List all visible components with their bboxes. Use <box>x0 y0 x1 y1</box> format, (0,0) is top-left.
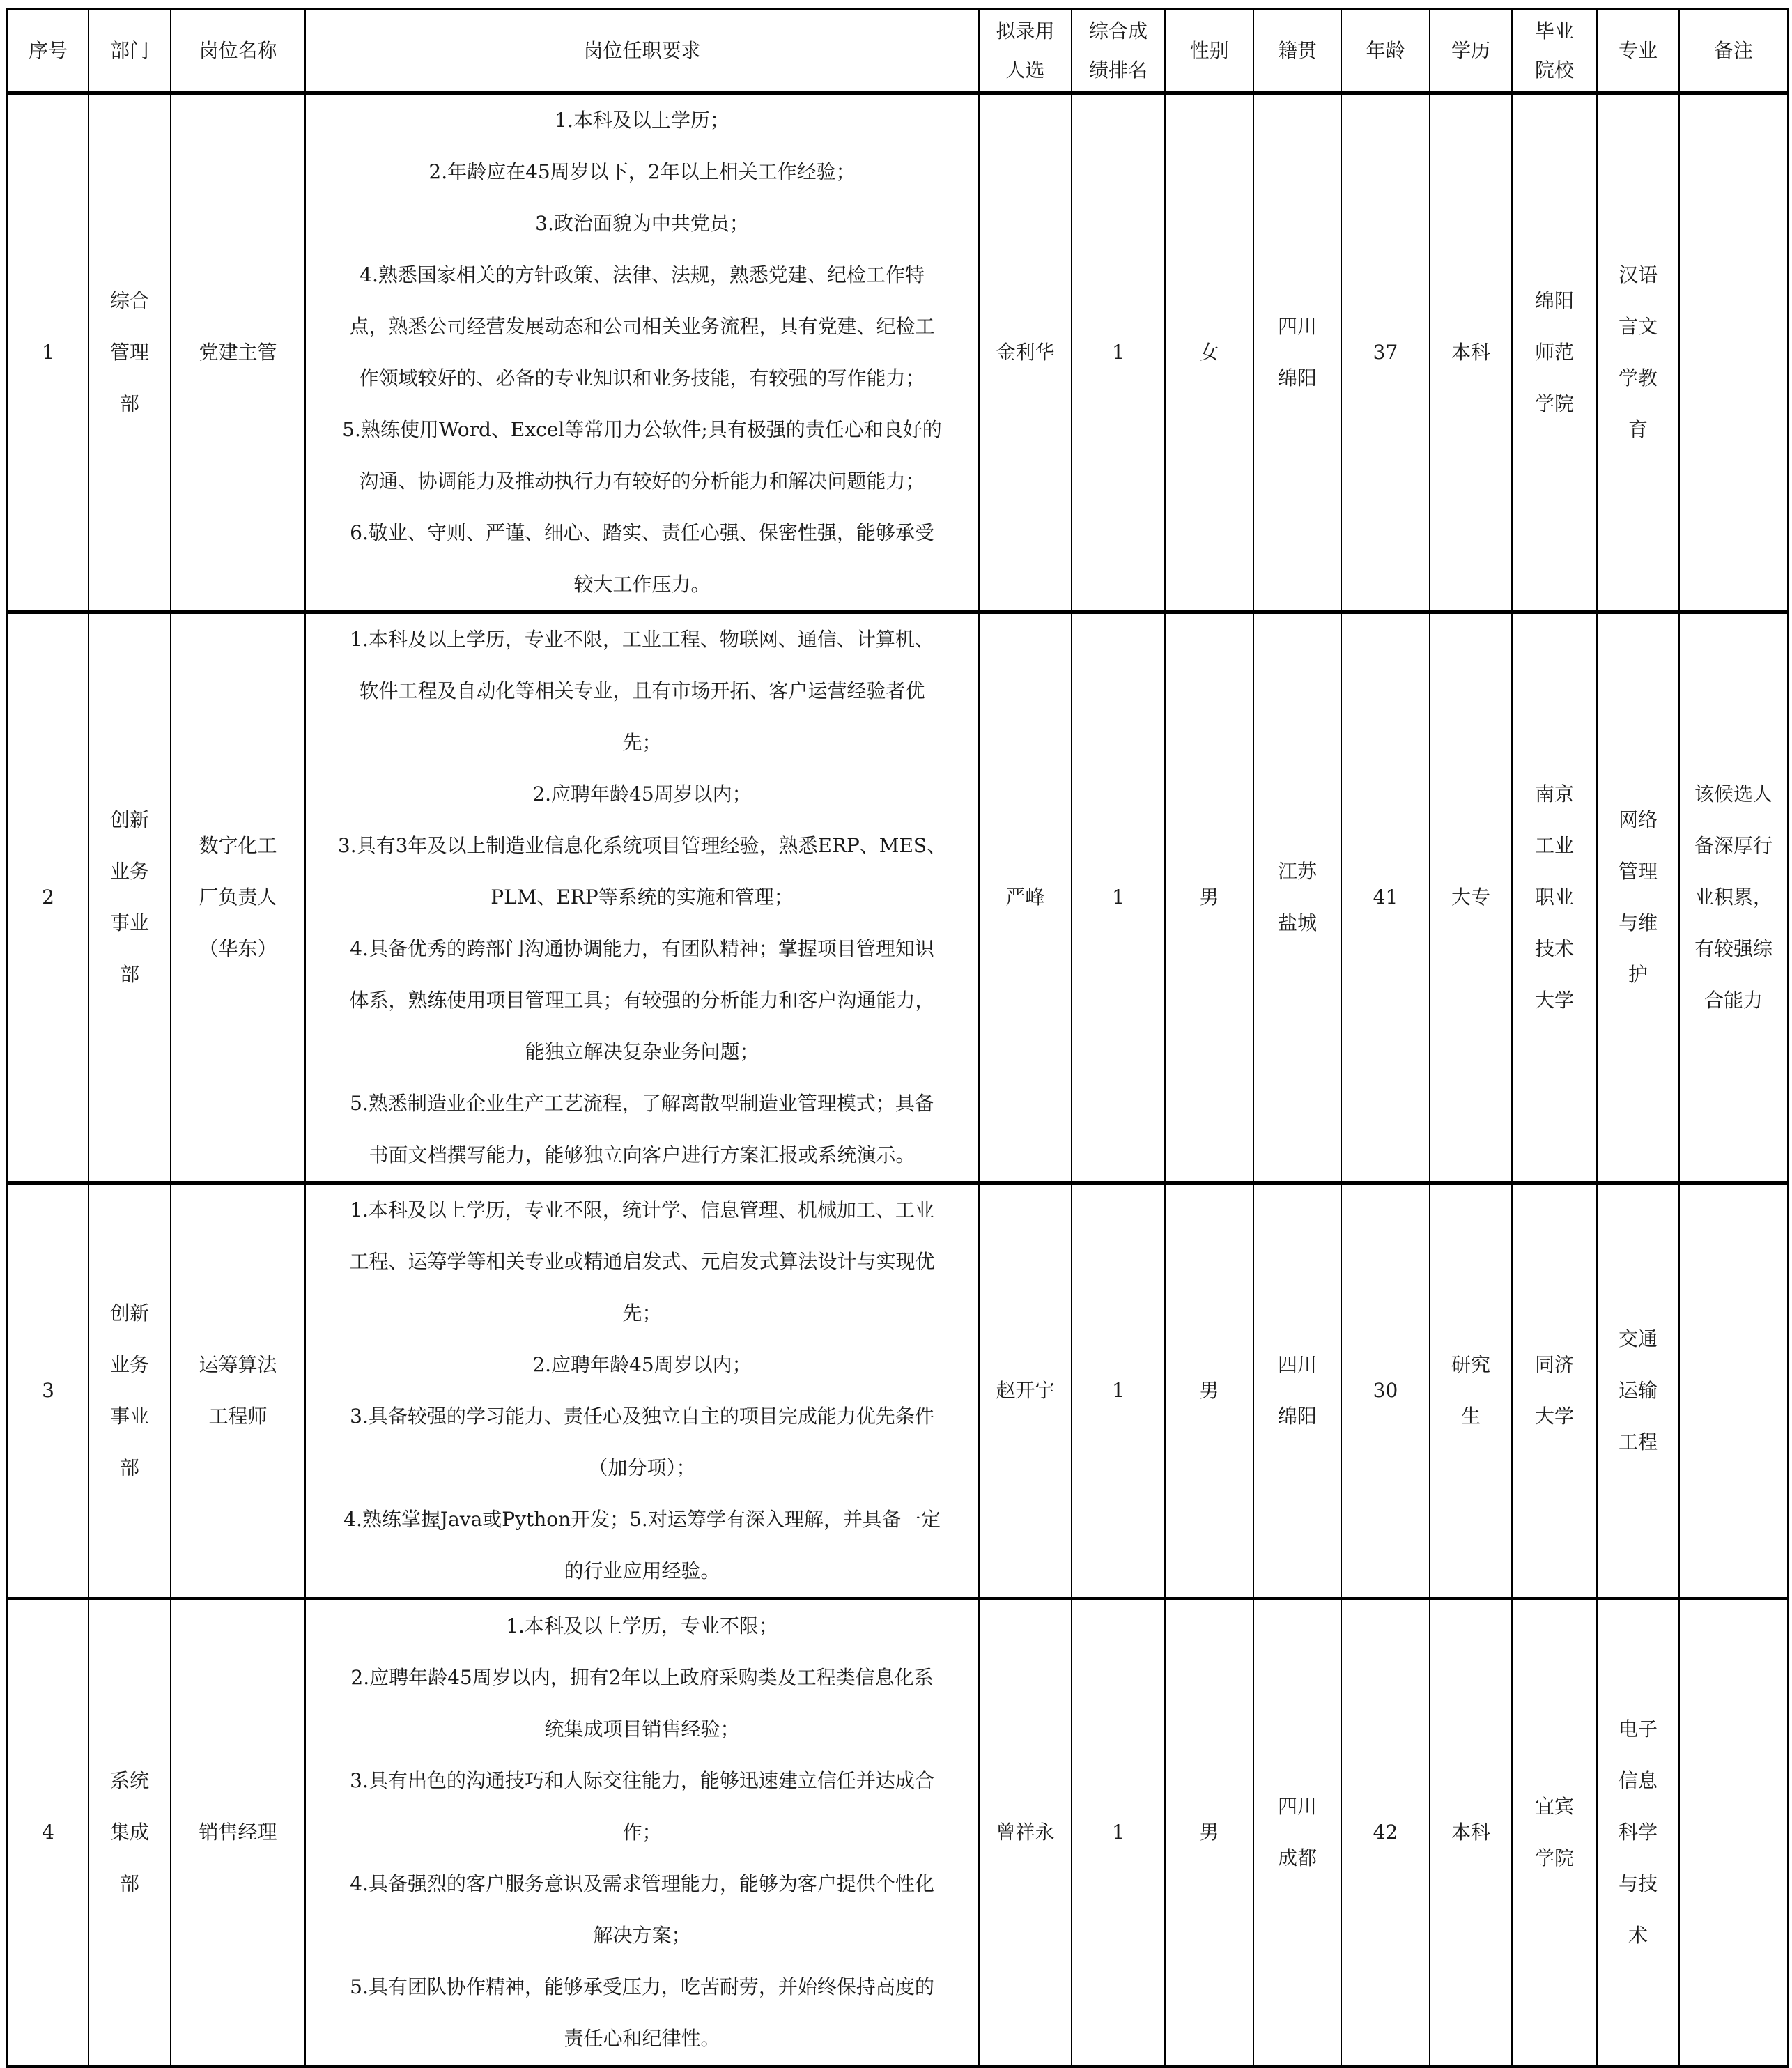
cell-rank: 1 <box>1072 1599 1165 2067</box>
cell-age: 41 <box>1341 612 1430 1183</box>
cell-education: 研究生 <box>1430 1183 1512 1599</box>
cell-major: 电子信息科学与技术 <box>1597 1599 1679 2067</box>
requirement-line: 4.具备优秀的跨部门沟通协调能力，有团队精神；掌握项目管理知识 <box>350 937 934 960</box>
requirement-line: 3.具备较强的学习能力、责任心及独立自主的项目完成能力优先条件 <box>350 1405 934 1428</box>
cell-school: 同济大学 <box>1512 1183 1597 1599</box>
cell-origin: 四川绵阳 <box>1253 93 1341 612</box>
requirement-line: 书面文档撰写能力，能够独立向客户进行方案汇报或系统演示。 <box>369 1143 916 1166</box>
cell-major: 网络管理与维护 <box>1597 612 1679 1183</box>
header-gender: 性别 <box>1165 9 1253 93</box>
cell-school: 南京工业职业技术大学 <box>1512 612 1597 1183</box>
header-school: 毕业院校 <box>1512 9 1597 93</box>
cell-position: 党建主管 <box>171 93 305 612</box>
cell-position: 运筹算法工程师 <box>171 1183 305 1599</box>
cell-position: 销售经理 <box>171 1599 305 2067</box>
cell-rank: 1 <box>1072 1183 1165 1599</box>
header-position: 岗位名称 <box>171 9 305 93</box>
hiring-candidates-table <box>6 8 1789 2068</box>
cell-origin: 四川绵阳 <box>1253 1183 1341 1599</box>
requirement-line: 3.政治面貌为中共党员； <box>535 212 749 235</box>
cell-school: 宜宾学院 <box>1512 1599 1597 2067</box>
cell-remarks <box>1679 1599 1788 2067</box>
requirement-line: 1.本科及以上学历，专业不限； <box>506 1614 778 1637</box>
cell-education: 本科 <box>1430 93 1512 612</box>
cell-age: 30 <box>1341 1183 1430 1599</box>
cell-age: 42 <box>1341 1599 1430 2067</box>
cell-remarks <box>1679 93 1788 612</box>
cell-candidate: 金利华 <box>979 93 1072 612</box>
header-age: 年龄 <box>1341 9 1430 93</box>
requirement-line: 点，熟悉公司经营发展动态和公司相关业务流程，具有党建、纪检工 <box>349 315 935 338</box>
table-row <box>7 1599 1788 2067</box>
requirement-line: 解决方案； <box>593 1924 691 1947</box>
requirement-line: 软件工程及自动化等相关专业，且有市场开拓、客户运营经验者优 <box>359 679 925 702</box>
requirement-line: 先； <box>622 1302 662 1325</box>
table-row <box>7 1183 1788 1599</box>
requirement-line: 1.本科及以上学历，专业不限，统计学、信息管理、机械加工、工业 <box>350 1198 934 1221</box>
header-education: 学历 <box>1430 9 1512 93</box>
requirement-line: 4.熟练掌握Java或Python开发；5.对运筹学有深入理解，并具备一定 <box>343 1508 941 1531</box>
requirement-line: 3.具有出色的沟通技巧和人际交往能力，能够迅速建立信任并达成合 <box>350 1769 934 1792</box>
requirement-line: 统集成项目销售经验； <box>544 1718 740 1741</box>
header-seq: 序号 <box>7 9 88 93</box>
cell-remarks <box>1679 1183 1788 1599</box>
requirement-line: （加分项）； <box>588 1456 696 1479</box>
requirement-line: 工程、运筹学等相关专业或精通启发式、元启发式算法设计与实现优 <box>349 1250 935 1273</box>
requirement-line: 4.熟悉国家相关的方针政策、法律、法规，熟悉党建、纪检工作特 <box>360 263 925 286</box>
cell-department: 综合管理部 <box>88 93 171 612</box>
header-row <box>7 9 1788 93</box>
cell-major: 汉语言文学教育 <box>1597 93 1679 612</box>
requirement-line: 2.应聘年龄45周岁以内； <box>532 1353 752 1376</box>
cell-seq: 2 <box>7 612 88 1183</box>
requirement-line: 的行业应用经验。 <box>564 1559 720 1582</box>
cell-rank: 1 <box>1072 93 1165 612</box>
cell-gender: 男 <box>1165 1599 1253 2067</box>
cell-requirements <box>305 93 979 612</box>
header-remarks: 备注 <box>1679 9 1788 93</box>
requirement-line: 能独立解决复杂业务问题； <box>525 1040 759 1063</box>
cell-seq: 1 <box>7 93 88 612</box>
cell-remarks: 该候选人备深厚行业积累，有较强综合能力 <box>1679 612 1788 1183</box>
requirement-line: 体系，熟练使用项目管理工具；有较强的分析能力和客户沟通能力， <box>349 989 935 1012</box>
requirement-line: 沟通、协调能力及推动执行力有较好的分析能力和解决问题能力； <box>359 470 925 493</box>
header-rank: 综合成绩排名 <box>1072 9 1165 93</box>
cell-seq: 3 <box>7 1183 88 1599</box>
requirement-line: 5.熟悉制造业企业生产工艺流程，了解离散型制造业管理模式；具备 <box>350 1092 934 1115</box>
cell-department: 创新业务事业部 <box>88 612 171 1183</box>
requirement-line: 4.具备强烈的客户服务意识及需求管理能力，能够为客户提供个性化 <box>350 1872 934 1895</box>
cell-education: 大专 <box>1430 612 1512 1183</box>
cell-candidate: 严峰 <box>979 612 1072 1183</box>
requirement-line: 2.年龄应在45周岁以下，2年以上相关工作经验； <box>428 160 856 183</box>
cell-candidate: 赵开宇 <box>979 1183 1072 1599</box>
requirement-line: 2.应聘年龄45周岁以内； <box>532 782 752 805</box>
header-major: 专业 <box>1597 9 1679 93</box>
header-candidate: 拟录用人选 <box>979 9 1072 93</box>
requirement-line: 5.熟练使用Word、Excel等常用力公软件;具有极强的责任心和良好的 <box>342 418 942 441</box>
cell-gender: 女 <box>1165 93 1253 612</box>
cell-requirements <box>305 1599 979 2067</box>
requirement-line: PLM、ERP等系统的实施和管理； <box>491 886 794 909</box>
cell-department: 创新业务事业部 <box>88 1183 171 1599</box>
requirement-line: 较大工作压力。 <box>573 573 711 596</box>
cell-gender: 男 <box>1165 1183 1253 1599</box>
header-department: 部门 <box>88 9 171 93</box>
requirement-line: 1.本科及以上学历； <box>555 109 729 132</box>
table-row <box>7 612 1788 1183</box>
cell-school: 绵阳师范学院 <box>1512 93 1597 612</box>
cell-major: 交通运输工程 <box>1597 1183 1679 1599</box>
header-origin: 籍贯 <box>1253 9 1341 93</box>
requirement-line: 3.具有3年及以上制造业信息化系统项目管理经验，熟悉ERP、MES、 <box>337 834 947 857</box>
cell-age: 37 <box>1341 93 1430 612</box>
cell-requirements <box>305 612 979 1183</box>
requirement-line: 责任心和纪律性。 <box>564 2027 720 2050</box>
requirement-line: 6.敬业、守则、严谨、细心、踏实、责任心强、保密性强，能够承受 <box>350 521 934 544</box>
requirement-line: 2.应聘年龄45周岁以内，拥有2年以上政府采购类及工程类信息化系 <box>350 1666 934 1689</box>
table-row <box>7 93 1788 612</box>
requirement-line: 作领域较好的、必备的专业知识和业务技能，有较强的写作能力； <box>359 366 925 389</box>
cell-rank: 1 <box>1072 612 1165 1183</box>
requirement-line: 5.具有团队协作精神，能够承受压力，吃苦耐劳，并始终保持高度的 <box>350 1975 934 1998</box>
cell-gender: 男 <box>1165 612 1253 1183</box>
requirement-line: 1.本科及以上学历，专业不限，工业工程、物联网、通信、计算机、 <box>350 628 934 651</box>
cell-requirements <box>305 1183 979 1599</box>
cell-seq: 4 <box>7 1599 88 2067</box>
cell-education: 本科 <box>1430 1599 1512 2067</box>
cell-origin: 江苏盐城 <box>1253 612 1341 1183</box>
cell-candidate: 曾祥永 <box>979 1599 1072 2067</box>
cell-origin: 四川成都 <box>1253 1599 1341 2067</box>
header-requirements: 岗位任职要求 <box>305 9 979 93</box>
requirement-line: 先； <box>622 731 662 754</box>
requirement-line: 作； <box>622 1821 662 1844</box>
cell-department: 系统集成部 <box>88 1599 171 2067</box>
cell-position: 数字化工厂负责人（华东） <box>171 612 305 1183</box>
